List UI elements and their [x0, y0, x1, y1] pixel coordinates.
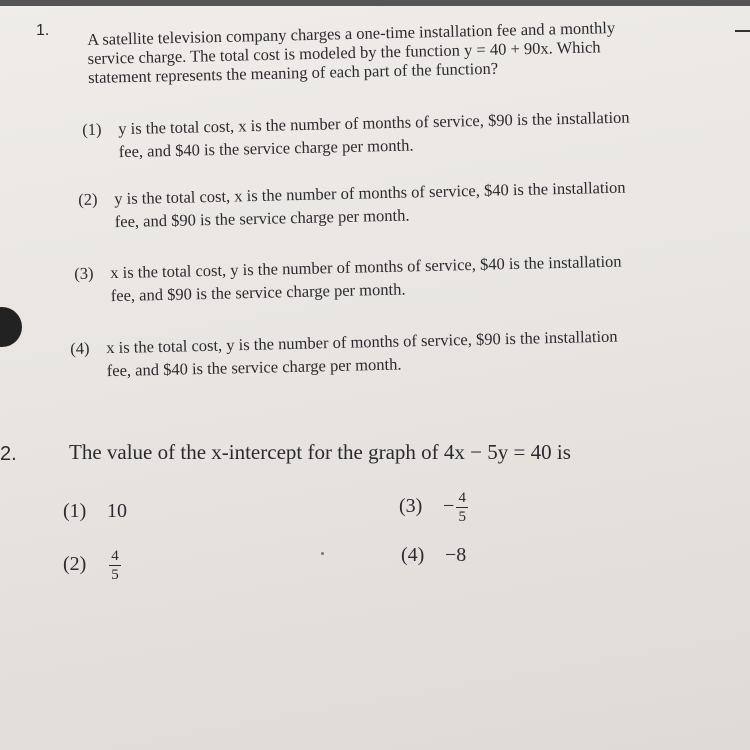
question-2-number: 2. — [0, 443, 17, 465]
margin-rule — [735, 30, 750, 32]
fraction-bar — [109, 565, 121, 566]
question-2-answer-3[interactable] — [399, 490, 468, 525]
answer-number: (3) — [399, 495, 423, 518]
answer-sign: − — [443, 495, 455, 518]
answer-value: 10 — [107, 500, 127, 522]
question-2-answer-4[interactable] — [401, 544, 466, 567]
option-number: (1) — [82, 119, 102, 139]
option-number: (4) — [70, 338, 90, 358]
option-text: y is the total cost, x is the number of months of service, $90 is the installation fee, and $40 is the service charge per month. — [118, 107, 630, 162]
fraction — [456, 490, 468, 525]
question-1-option-4[interactable] — [70, 324, 631, 383]
numerator: 4 — [111, 548, 119, 564]
answer-number: (2) — [63, 553, 87, 576]
question-1-stem: A satellite television company charges a one-time installation fee and a monthly service charge. The total cost is modeled by the function y = 40 + 90x. Which statement represents the meaning of each part of the function? — [87, 18, 616, 87]
option-number: (2) — [78, 189, 98, 209]
option-text: x is the total cost, y is the number of months of service, $40 is the installation fee, and $90 is the service charge per month. — [110, 251, 622, 306]
option-text: y is the total cost, x is the number of months of service, $40 is the installation fee, and $90 is the service charge per month. — [114, 177, 626, 232]
question-2-stem: The value of the x-intercept for the graph of 4x − 5y = 40 is — [69, 440, 571, 464]
question-2-answer-1[interactable] — [63, 500, 127, 523]
question-1-option-2[interactable] — [78, 175, 639, 234]
question-1-option-1[interactable] — [82, 105, 643, 164]
fraction-bar — [456, 507, 468, 508]
question-2-answer-2[interactable] — [63, 548, 121, 583]
option-number: (3) — [74, 263, 94, 283]
numerator: 4 — [458, 490, 467, 506]
answer-number: (4) — [401, 544, 425, 566]
question-1-number: 1. — [36, 22, 50, 39]
page-top-edge — [0, 0, 750, 6]
denominator: 5 — [458, 509, 467, 525]
fraction — [109, 548, 121, 583]
answer-number: (1) — [63, 500, 87, 522]
denominator: 5 — [111, 567, 119, 583]
question-1-option-3[interactable] — [74, 249, 635, 308]
binder-hole — [0, 307, 22, 347]
answer-value: −8 — [445, 544, 467, 566]
option-text: x is the total cost, y is the number of months of service, $90 is the installation fee, and $40 is the service charge per month. — [106, 326, 618, 381]
pencil-dot — [321, 552, 324, 555]
